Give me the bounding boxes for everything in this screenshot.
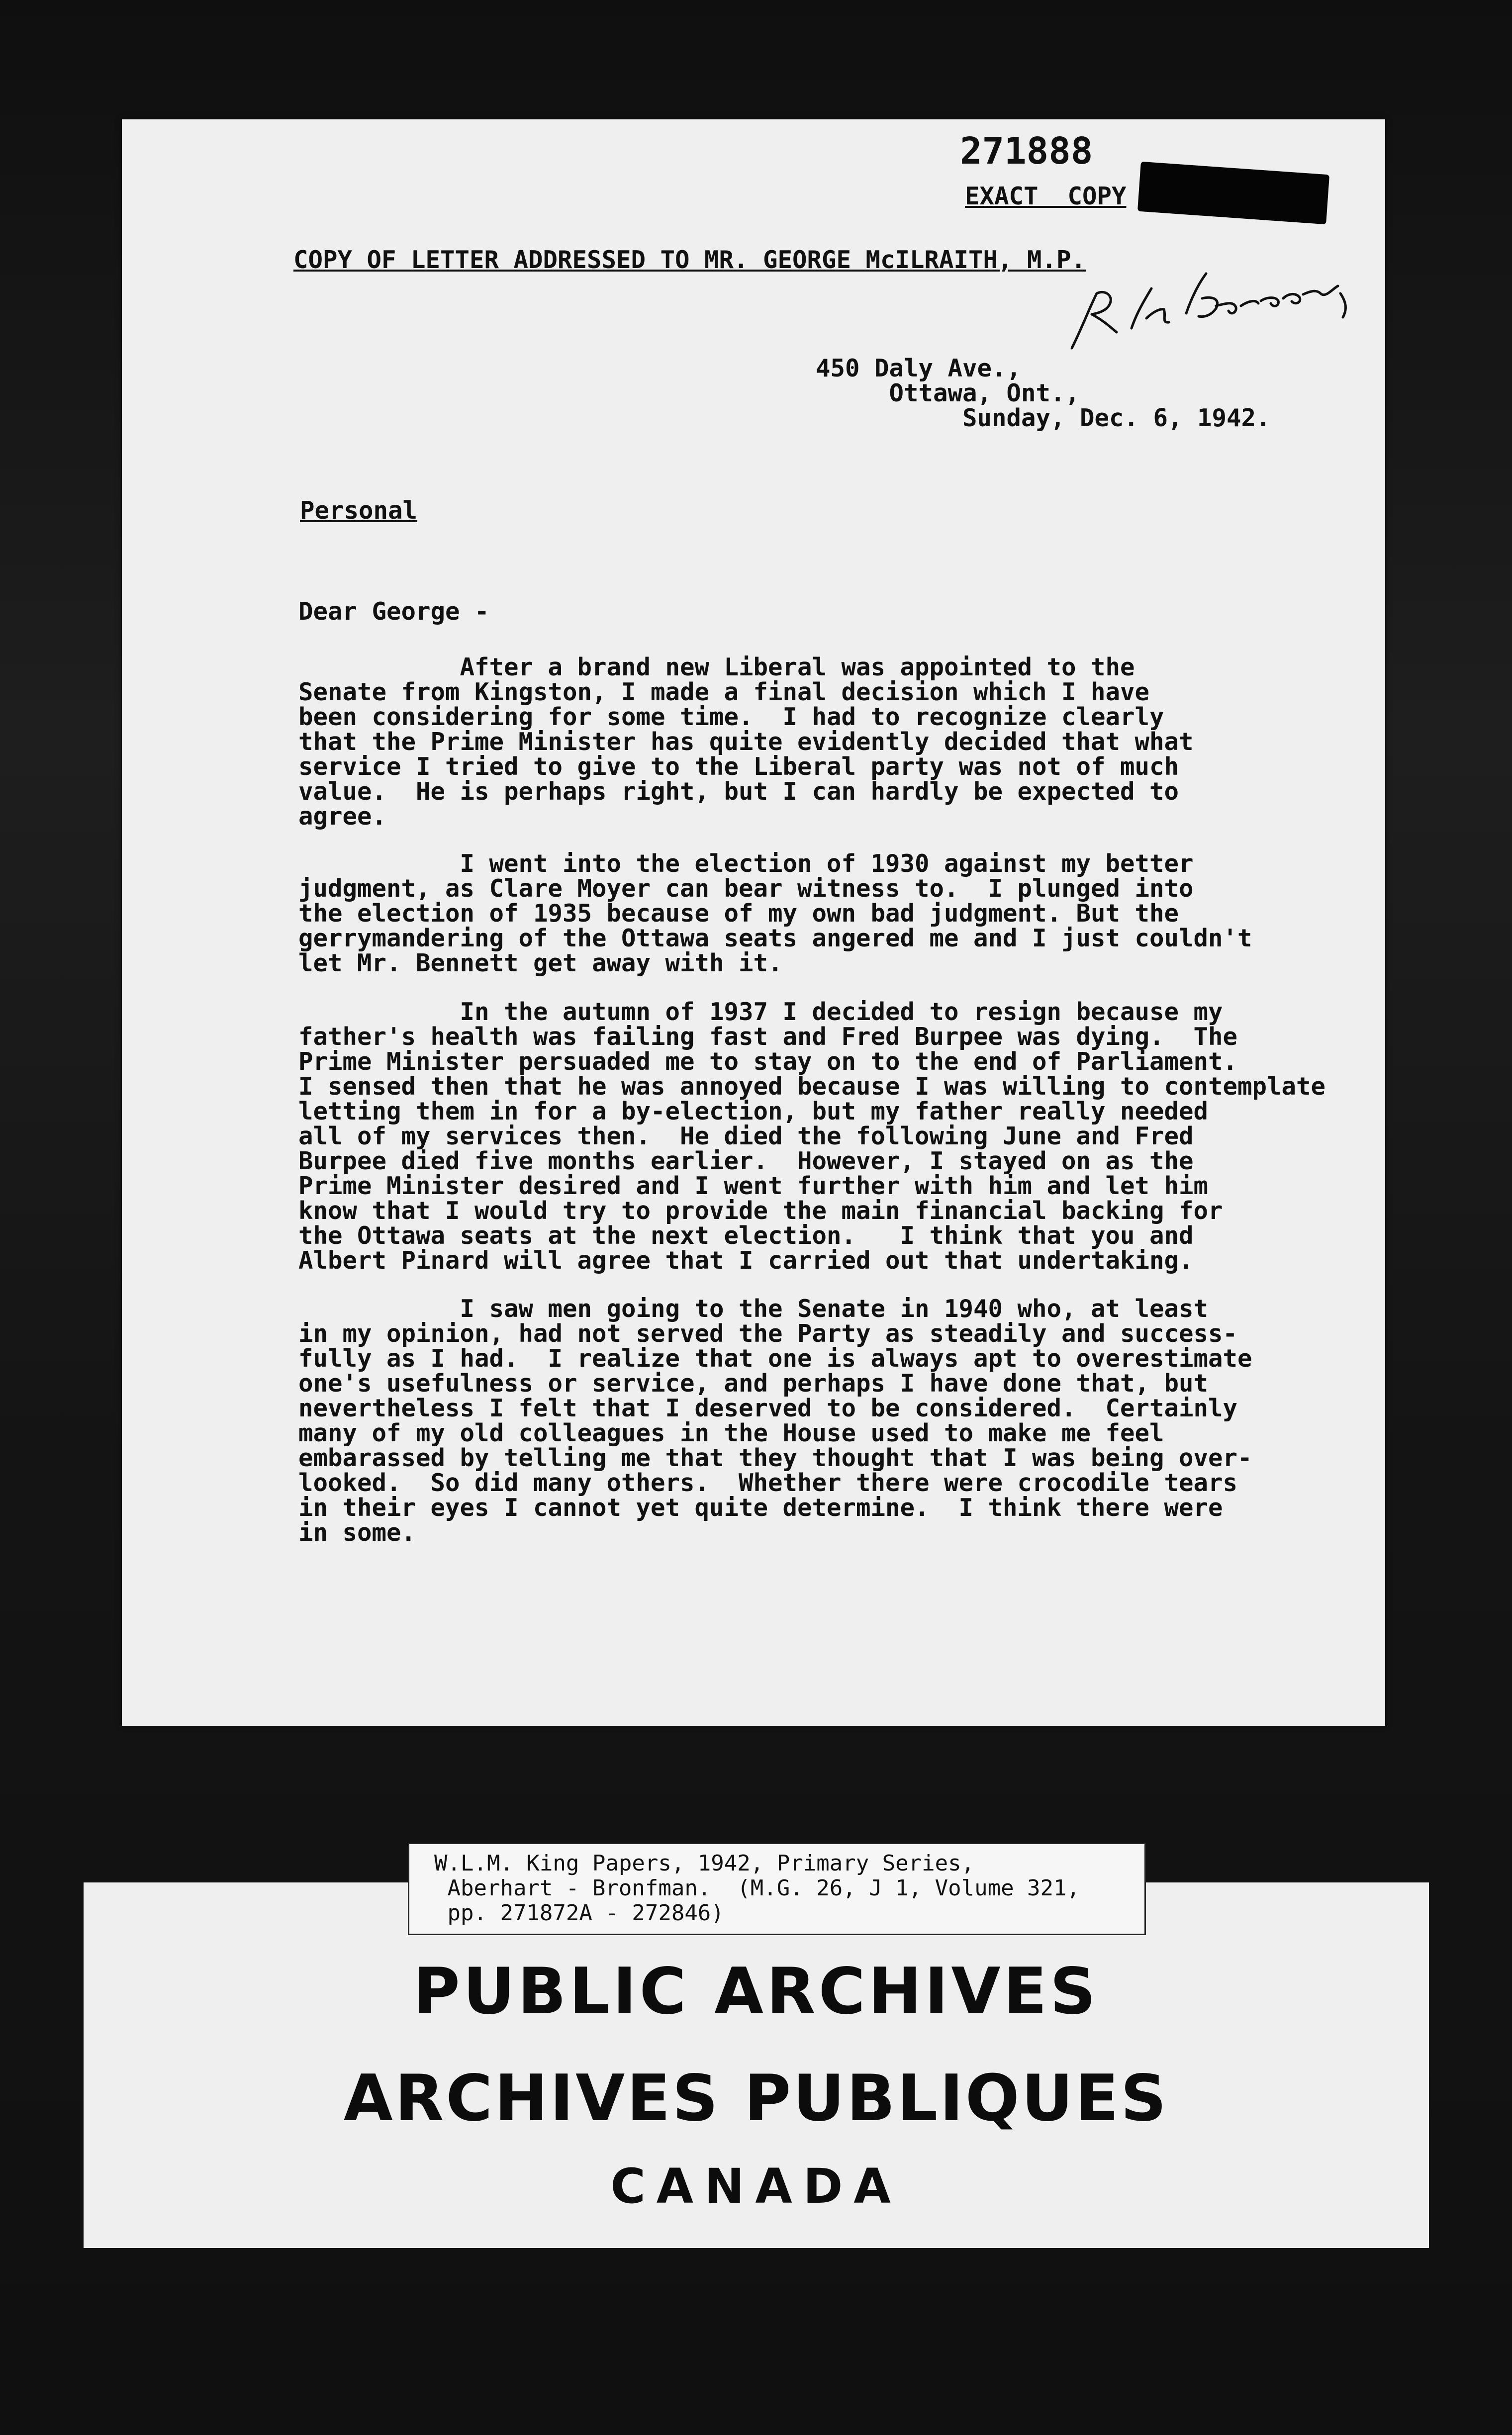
text-line: In the autumn of 1937 I decided to resign because my	[298, 998, 1223, 1026]
text-line: I sensed then that he was annoyed because I was willing to contemplate	[298, 1072, 1326, 1101]
document-number: 271888	[960, 130, 1093, 173]
text-line: in my opinion, had not served the Party as steadily and success-	[298, 1319, 1238, 1348]
citation-line: Aberhart - Bronfman. (M.G. 26, J 1, Volume 321,	[434, 1875, 1080, 1901]
text-line: the election of 1935 because of my own bad judgment. But the	[298, 899, 1179, 928]
text-line: many of my old colleagues in the House used to make me feel	[298, 1419, 1164, 1447]
text-line: service I tried to give to the Liberal party was not of much	[298, 752, 1179, 781]
redaction-block	[1137, 162, 1329, 224]
public-archives-title: PUBLIC ARCHIVES	[413, 1955, 1099, 2029]
citation-text	[434, 1851, 1080, 1926]
letter-heading: COPY OF LETTER ADDRESSED TO MR. GEORGE McILRAITH, M.P.	[293, 246, 1086, 274]
handwritten-signature	[1062, 254, 1390, 353]
text-line: embarassed by telling me that they thought that I was being over-	[298, 1444, 1252, 1472]
text-line: all of my services then. He died the following June and Fred	[298, 1122, 1194, 1150]
text-line: one's usefulness or service, and perhaps I have done that, but	[298, 1369, 1209, 1398]
text-line: Burpee died five months earlier. However, I stayed on as the	[298, 1147, 1194, 1175]
exact-copy-stamp: EXACT COPY	[965, 182, 1127, 210]
text-line: know that I would try to provide the main financial backing for	[298, 1197, 1223, 1225]
text-line: in their eyes I cannot yet quite determine. I think there were	[298, 1494, 1223, 1522]
text-line: let Mr. Bennett get away with it.	[298, 949, 783, 977]
archives-publiques-title: ARCHIVES PUBLIQUES	[343, 2061, 1169, 2136]
address-line-date: Sunday, Dec. 6, 1942.	[816, 404, 1271, 432]
text-line: Prime Minister persuaded me to stay on to the end of Parliament.	[298, 1047, 1238, 1076]
text-line: I went into the election of 1930 against my better	[298, 849, 1194, 878]
text-line: father's health was failing fast and Fred Burpee was dying. The	[298, 1023, 1238, 1051]
text-line: looked. So did many others. Whether there were crocodile tears	[298, 1469, 1238, 1497]
paragraph-3	[298, 1000, 1325, 1273]
text-line: that the Prime Minister has quite evidently decided that what	[298, 728, 1194, 756]
text-line: the Ottawa seats at the next election. I think that you and	[298, 1221, 1194, 1250]
paragraph-1	[298, 655, 1194, 829]
address-line-city: Ottawa, Ont.,	[816, 379, 1080, 407]
text-line: gerrymandering of the Ottawa seats angered me and I just couldn't	[298, 924, 1252, 952]
text-line: nevertheless I felt that I deserved to be considered. Certainly	[298, 1394, 1238, 1422]
text-line: agree.	[298, 802, 387, 831]
citation-line: pp. 271872A - 272846)	[434, 1900, 724, 1926]
text-line: I saw men going to the Senate in 1940 who, at least	[298, 1295, 1209, 1323]
canada-title: CANADA	[610, 2158, 902, 2214]
text-line: judgment, as Clare Moyer can bear witness to. I plunged into	[298, 874, 1194, 903]
paragraph-4	[298, 1297, 1252, 1545]
personal-label: Personal	[300, 496, 418, 525]
text-line: After a brand new Liberal was appointed to the	[298, 653, 1135, 681]
text-line: been considering for some time. I had to recognize clearly	[298, 703, 1164, 731]
sender-address	[816, 356, 1271, 431]
text-line: Senate from Kingston, I made a final decision which I have	[298, 678, 1150, 706]
paragraph-2	[298, 851, 1252, 976]
text-line: value. He is perhaps right, but I can hardly be expected to	[298, 777, 1179, 806]
citation-line: W.L.M. King Papers, 1942, Primary Series,	[434, 1851, 975, 1876]
text-line: in some.	[298, 1518, 416, 1547]
address-line-street: 450 Daly Ave.,	[816, 354, 1022, 382]
text-line: fully as I had. I realize that one is always apt to overestimate	[298, 1344, 1252, 1373]
citation-card	[408, 1843, 1146, 1935]
text-line: Albert Pinard will agree that I carried out that undertaking.	[298, 1246, 1194, 1275]
salutation: Dear George -	[298, 597, 489, 626]
text-line: Prime Minister desired and I went further with him and let him	[298, 1172, 1209, 1200]
letter-page	[122, 119, 1385, 1726]
text-line: letting them in for a by-election, but my father really needed	[298, 1097, 1209, 1125]
